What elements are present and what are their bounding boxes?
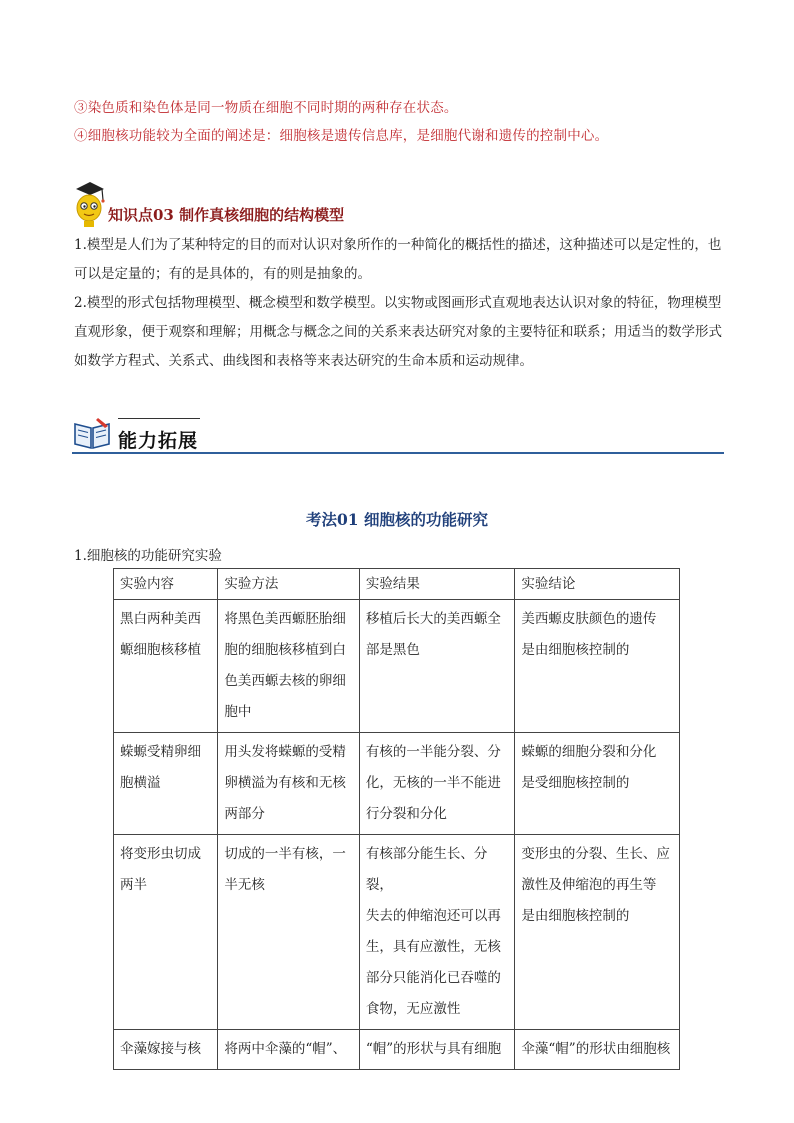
banner-underline (72, 452, 724, 454)
table-row (114, 835, 680, 1030)
ability-section-banner (72, 410, 724, 456)
table-header-row (114, 569, 680, 600)
header-cell: 实验结果 (359, 569, 515, 600)
table-cell: 有核的一半能分裂、分 化，无核的一半不能进 行分裂和分化 (359, 733, 515, 835)
header-cell: 实验结论 (515, 569, 680, 600)
sub-heading: 1.细胞核的功能研究实验 (74, 548, 222, 564)
table-row (114, 1030, 680, 1070)
note-line-3: ③染色质和染色体是同一物质在细胞不同时期的两种存在状态。 (74, 100, 458, 116)
scholar-mascot-icon (72, 180, 106, 230)
header-cell: 实验方法 (218, 569, 360, 600)
knowledge-paragraph-1: 1.模型是人们为了某种特定的目的而对认识对象所作的一种简化的概括性的描述，这种描述可以是定性的，也可以是定量的；有的是具体的，有的则是抽象的。 (74, 237, 722, 282)
experiment-table (113, 568, 680, 1070)
table-cell: 移植后长大的美西螈全 部是黑色 (359, 600, 515, 733)
ability-section-title: 能力拓展 (118, 430, 199, 452)
table-cell: 伞藻“帽”的形状由细胞核 (515, 1030, 680, 1070)
table-cell: 将黑色美西螈胚胎细 胞的细胞核移植到白 色美西螈去核的卵细 胞中 (218, 600, 360, 733)
knowledge-paragraph-2: 2.模型的形式包括物理模型、概念模型和数学模型。以实物或图画形式直观地表达认识对象的特征，物理模型直观形象，便于观察和理解；用概念与概念之间的关系来表达研究对象的主要特征和联系；用适当的数学形式如数学方程式、关系式、曲线图和表格等来表达研究的生命本质和运动规律。 (74, 295, 722, 369)
table-cell: 变形虫的分裂、生长、应 激性及伸缩泡的再生等 是由细胞核控制的 (515, 835, 680, 1030)
knowledge-point-title: 知识点03 制作真核细胞的结构模型 (108, 206, 345, 224)
table-cell: 有核部分能生长、分裂， 失去的伸缩泡还可以再 生，具有应激性，无核 部分只能消化已吞噬的 食物，无应激性 (359, 835, 515, 1030)
note-line-4: ④细胞核功能较为全面的阐述是：细胞核是遗传信息库，是细胞代谢和遗传的控制中心。 (74, 128, 609, 144)
table-cell: 伞藻嫁接与核 (114, 1030, 218, 1070)
table-row (114, 600, 680, 733)
table-cell: 切成的一半有核，一 半无核 (218, 835, 360, 1030)
table-cell: 用头发将蝾螈的受精 卵横溢为有核和无核 两部分 (218, 733, 360, 835)
banner-top-rule (118, 418, 200, 419)
header-cell: 实验内容 (114, 569, 218, 600)
table-cell: 将变形虫切成 两半 (114, 835, 218, 1030)
table-cell: 黑白两种美西 螈细胞核移植 (114, 600, 218, 733)
table-cell: 美西螈皮肤颜色的遗传 是由细胞核控制的 (515, 600, 680, 733)
knowledge-point-header (72, 180, 572, 236)
open-book-icon (72, 416, 112, 452)
method-title: 考法01 细胞核的功能研究 (306, 510, 488, 529)
table-cell: 蝾螈的细胞分裂和分化 是受细胞核控制的 (515, 733, 680, 835)
table-row (114, 733, 680, 835)
table-cell: 蝾螈受精卵细 胞横溢 (114, 733, 218, 835)
table-cell: “帽”的形状与具有细胞 (359, 1030, 515, 1070)
table-cell: 将两中伞藻的“帽”、 (218, 1030, 360, 1070)
